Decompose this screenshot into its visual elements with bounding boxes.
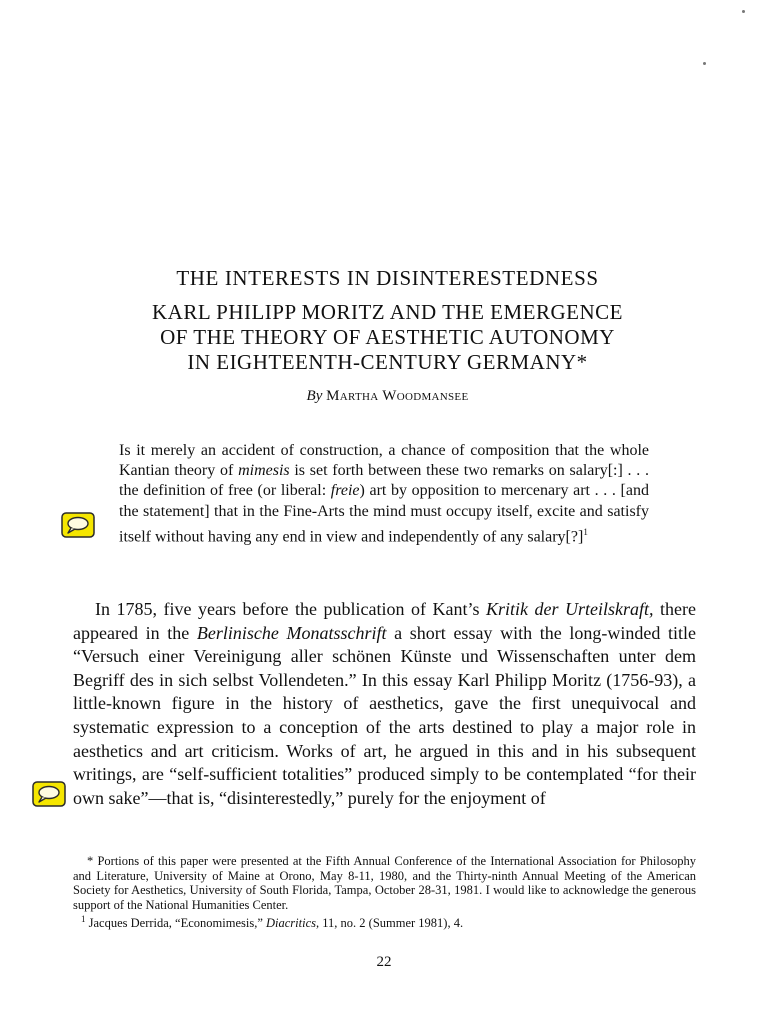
epigraph-italic: freie (330, 482, 360, 500)
scan-speck (703, 62, 706, 65)
subtitle-line: IN EIGHTEENTH-CENTURY GERMANY* (187, 350, 588, 374)
paragraph-italic: Berlinische Monatsschrift (196, 622, 387, 643)
paragraph-italic: Kritik der Urteilskraft, (485, 599, 654, 619)
author-name: Martha Woodmansee (326, 388, 469, 404)
comment-note-icon[interactable] (61, 512, 95, 538)
footnote-ref[interactable]: 1 (583, 526, 588, 537)
footnote-asterisk: * Portions of this paper were presented at the Fifth Annual Conference of the International Association for Philosophy and Literature, University of Maine at Orono, May 8-11, 1980, and the Thirty-ninth Annual Meeting of the American Society for Aesthetics, University of South Florida, Tampa, October 28-31, 1981. I would like to acknowledge the generous support of the National Humanities Center. (73, 854, 696, 912)
footnote-text: 11, no. 2 (Summer 1981), 4. (319, 916, 464, 931)
footnote-number: 1 (81, 914, 86, 925)
body-text (73, 598, 696, 810)
footnote-italic: Diacritics, (266, 916, 320, 931)
epigraph-text: Is it merely an accident of construction, a chance of composition that the whole Kantian theory of (119, 442, 649, 480)
footnotes (73, 854, 696, 931)
paragraph-text: a short essay with the long-winded title “Versuch einer Vereinigung aller schönen Künste und Wissenschaften unter dem Begriff des in sich selbst Vollendeten.” In this essay Karl Philipp Moritz (1756-93), a little-known figure in the history of aesthetics, gave the first unequivocal and systematic expression to a conception of the arts destined to play a major role in aesthetics and art criticism. Works of art, he argued in this and in his subsequent writings, are “self-sufficient totalities” produced simply to be contemplated “for their own sake”—that is, “disinterestedly,” purely for the enjoyment of (73, 622, 696, 808)
epigraph-italic: mimesis (238, 462, 290, 480)
scan-speck (742, 10, 745, 13)
byline-prefix: By (306, 388, 323, 404)
article-subtitle (60, 300, 715, 375)
epigraph-text: is set forth between these two remarks on salary[:] . . . the definition of free (or liberal: (119, 462, 649, 500)
page-number: 22 (376, 954, 392, 970)
paragraph-text: In 1785, five years before the publication of Kant’s (95, 599, 486, 619)
footnote-text: Jacques Derrida, “Economimesis,” (85, 916, 266, 931)
epigraph-text: ) art by opposition to mercenary art . . . [and the statement] that in the Fine-Arts the mind must occupy itself, excite and satisfy itself without having any end in view and independently of any salary[?] (119, 482, 649, 546)
article-title: THE INTERESTS IN DISINTERESTEDNESS (176, 266, 599, 290)
subtitle-line: OF THE THEORY OF AESTHETIC AUTONOMY (160, 325, 615, 349)
subtitle-line: KARL PHILIPP MORITZ AND THE EMERGENCE (152, 300, 623, 324)
epigraph-quote (119, 441, 649, 547)
paragraph-text: there appeared in the (73, 599, 696, 643)
byline (60, 388, 715, 405)
comment-note-icon[interactable] (32, 781, 66, 807)
footnote-1 (73, 912, 696, 931)
